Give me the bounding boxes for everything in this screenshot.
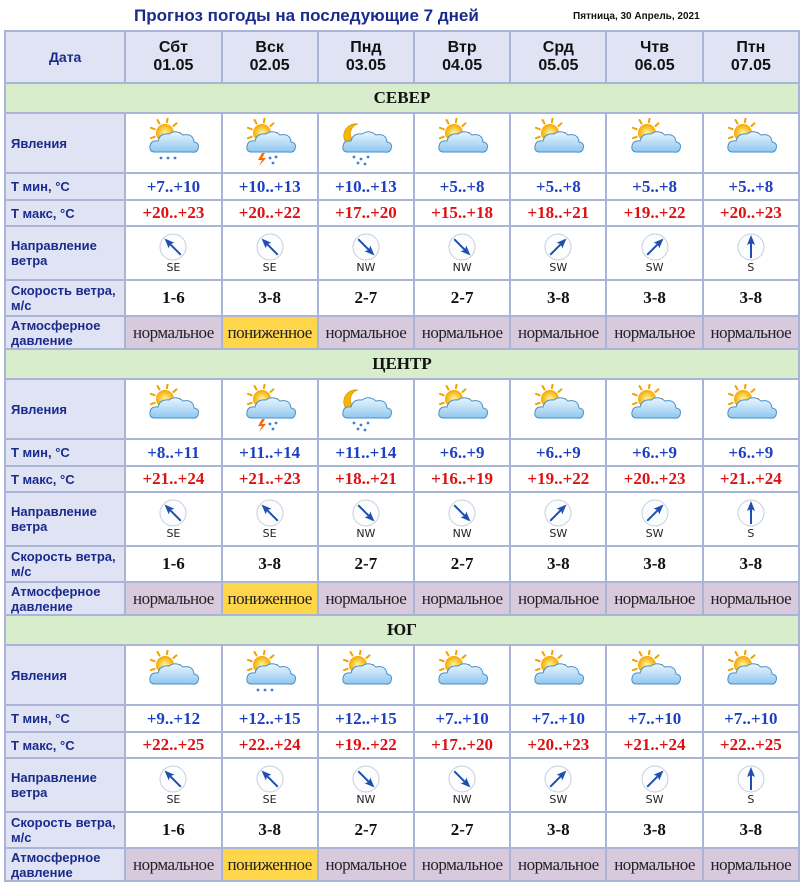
wind-speed-value: 1-6 xyxy=(126,813,220,847)
wind-direction-label: S xyxy=(747,527,755,540)
wind-speed-value: 3-8 xyxy=(704,547,798,581)
tmax-row xyxy=(6,201,798,225)
tmin-value: +6..+9 xyxy=(511,440,605,465)
wind-direction-label: SE xyxy=(262,527,277,540)
weather-cell xyxy=(704,114,798,172)
partly-cloudy-icon xyxy=(625,118,685,168)
tmax-value: +19..+22 xyxy=(511,467,605,491)
region-title: ЮГ xyxy=(6,616,798,644)
weather-cell xyxy=(223,646,317,704)
tmin-value: +8..+11 xyxy=(126,440,220,465)
pressure-value: нормальное xyxy=(319,583,413,614)
pressure-value: нормальное xyxy=(415,849,509,880)
pressure-value: пониженное xyxy=(223,583,317,614)
tmax-value: +20..+23 xyxy=(607,467,701,491)
weather-cell xyxy=(126,380,220,438)
wind-direction-row xyxy=(6,493,798,545)
day-date: 03.05 xyxy=(345,57,386,74)
partly-cloudy-icon xyxy=(336,650,396,700)
wind-direction-label: SE xyxy=(262,261,277,274)
tmin-value: +5..+8 xyxy=(511,174,605,199)
compass-icon xyxy=(351,764,381,794)
wind-direction-cell xyxy=(704,759,798,811)
current-date: Пятница, 30 Апрель, 2021 xyxy=(573,11,700,22)
wind-direction-cell xyxy=(126,759,220,811)
day-name: Сбт xyxy=(158,39,188,56)
wind-direction-label: SW xyxy=(645,527,664,540)
compass-icon xyxy=(736,498,766,528)
tmax-value: +17..+20 xyxy=(319,201,413,225)
wind-speed-value: 3-8 xyxy=(511,281,605,315)
tmin-value: +12..+15 xyxy=(319,706,413,731)
partly-cloudy-icon xyxy=(143,650,203,700)
wind-speed-value: 3-8 xyxy=(704,813,798,847)
day-date: 06.05 xyxy=(634,57,675,74)
wind-direction-label: SW xyxy=(549,261,568,274)
row-label-tmin: Т мин, °С xyxy=(6,440,124,465)
wind-speed-value: 1-6 xyxy=(126,547,220,581)
compass-icon xyxy=(640,498,670,528)
region-row xyxy=(6,616,798,644)
page-title: Прогноз погоды на последующие 7 дней xyxy=(134,6,479,25)
tmax-value: +18..+21 xyxy=(511,201,605,225)
moon-cloud-rain-icon xyxy=(336,118,396,168)
row-label-tmin: Т мин, °С xyxy=(6,706,124,731)
wind-speed-value: 2-7 xyxy=(415,813,509,847)
partly-cloudy-icon xyxy=(625,384,685,434)
pressure-value: нормальное xyxy=(415,583,509,614)
wind-direction-cell xyxy=(223,227,317,279)
day-name: Вск xyxy=(255,39,284,56)
partly-cloudy-icon xyxy=(432,118,492,168)
tmax-value: +19..+22 xyxy=(607,201,701,225)
wind-direction-label: NW xyxy=(356,261,376,274)
day-date: 05.05 xyxy=(538,57,579,74)
row-label-wind-speed: Скорость ветра, м/с xyxy=(6,813,124,847)
date-header-row xyxy=(6,32,798,82)
wind-direction-label: NW xyxy=(452,261,472,274)
wind-direction-cell xyxy=(415,493,509,545)
tmax-row xyxy=(6,467,798,491)
pressure-value: нормальное xyxy=(704,583,798,614)
tmax-value: +21..+24 xyxy=(607,733,701,757)
wind-speed-value: 3-8 xyxy=(511,813,605,847)
wind-direction-cell xyxy=(319,759,413,811)
row-label-wind-speed: Скорость ветра, м/с xyxy=(6,547,124,581)
row-label-phenomena: Явления xyxy=(6,114,124,172)
day-header xyxy=(511,32,605,82)
day-header xyxy=(415,32,509,82)
tmin-row xyxy=(6,440,798,465)
wind-direction-cell xyxy=(223,493,317,545)
wind-speed-value: 2-7 xyxy=(319,813,413,847)
day-date: 07.05 xyxy=(730,57,771,74)
partly-cloudy-light-rain-icon xyxy=(143,118,203,168)
tmin-value: +11..+14 xyxy=(319,440,413,465)
row-label-wind-direction: Направление ветра xyxy=(6,493,124,545)
wind-direction-cell xyxy=(223,759,317,811)
compass-icon xyxy=(736,232,766,262)
tmin-value: +5..+8 xyxy=(607,174,701,199)
row-label-pressure: Атмосферное давление xyxy=(6,849,124,880)
pressure-row xyxy=(6,583,798,614)
day-name: Втр xyxy=(447,39,477,56)
weather-cell xyxy=(319,380,413,438)
pressure-row xyxy=(6,317,798,348)
compass-icon xyxy=(255,498,285,528)
pressure-value: нормальное xyxy=(704,317,798,348)
forecast-table xyxy=(4,30,800,882)
day-header xyxy=(607,32,701,82)
tmin-value: +7..+10 xyxy=(415,706,509,731)
weather-cell xyxy=(319,646,413,704)
partly-cloudy-thunderstorm-icon xyxy=(240,118,300,168)
wind-direction-label: SE xyxy=(166,793,181,806)
wind-direction-cell xyxy=(511,493,605,545)
tmax-value: +20..+22 xyxy=(223,201,317,225)
compass-icon xyxy=(447,498,477,528)
phenomena-row xyxy=(6,114,798,172)
pressure-value: нормальное xyxy=(704,849,798,880)
day-date: 04.05 xyxy=(442,57,483,74)
tmin-value: +12..+15 xyxy=(223,706,317,731)
day-name: Пнд xyxy=(350,39,382,56)
wind-speed-value: 2-7 xyxy=(415,281,509,315)
wind-speed-value: 3-8 xyxy=(223,813,317,847)
weather-cell xyxy=(511,646,605,704)
partly-cloudy-icon xyxy=(528,650,588,700)
compass-icon xyxy=(158,764,188,794)
wind-speed-row xyxy=(6,813,798,847)
wind-speed-value: 2-7 xyxy=(415,547,509,581)
region-row xyxy=(6,350,798,378)
wind-direction-cell xyxy=(511,227,605,279)
tmin-value: +6..+9 xyxy=(415,440,509,465)
weather-cell xyxy=(126,646,220,704)
wind-direction-label: SW xyxy=(549,527,568,540)
day-date: 02.05 xyxy=(249,57,290,74)
compass-icon xyxy=(736,764,766,794)
compass-icon xyxy=(158,232,188,262)
tmin-row xyxy=(6,706,798,731)
compass-icon xyxy=(640,764,670,794)
partly-cloudy-light-rain-icon xyxy=(240,650,300,700)
row-label-tmax: Т макс, °С xyxy=(6,733,124,757)
wind-direction-cell xyxy=(511,759,605,811)
row-label-phenomena: Явления xyxy=(6,646,124,704)
wind-direction-cell xyxy=(415,227,509,279)
wind-speed-row xyxy=(6,281,798,315)
row-label-tmax: Т макс, °С xyxy=(6,201,124,225)
pressure-value: нормальное xyxy=(607,317,701,348)
partly-cloudy-thunderstorm-icon xyxy=(240,384,300,434)
partly-cloudy-icon xyxy=(625,650,685,700)
wind-direction-cell xyxy=(607,759,701,811)
pressure-value: пониженное xyxy=(223,849,317,880)
wind-speed-value: 2-7 xyxy=(319,281,413,315)
compass-icon xyxy=(351,498,381,528)
tmin-value: +9..+12 xyxy=(126,706,220,731)
pressure-value: нормальное xyxy=(126,849,220,880)
tmin-value: +6..+9 xyxy=(704,440,798,465)
wind-direction-cell xyxy=(607,227,701,279)
weather-cell xyxy=(704,380,798,438)
weather-cell xyxy=(607,646,701,704)
tmin-value: +7..+10 xyxy=(126,174,220,199)
tmax-value: +19..+22 xyxy=(319,733,413,757)
moon-cloud-rain-icon xyxy=(336,384,396,434)
row-label-tmax: Т макс, °С xyxy=(6,467,124,491)
tmin-row xyxy=(6,174,798,199)
wind-speed-value: 2-7 xyxy=(319,547,413,581)
page-header xyxy=(0,0,800,30)
row-label-phenomena: Явления xyxy=(6,380,124,438)
pressure-value: нормальное xyxy=(607,583,701,614)
wind-direction-label: SW xyxy=(645,261,664,274)
wind-direction-cell xyxy=(704,227,798,279)
wind-speed-row xyxy=(6,547,798,581)
wind-direction-cell xyxy=(319,493,413,545)
tmax-value: +21..+23 xyxy=(223,467,317,491)
tmax-value: +15..+18 xyxy=(415,201,509,225)
compass-icon xyxy=(543,764,573,794)
tmin-value: +7..+10 xyxy=(704,706,798,731)
wind-speed-value: 3-8 xyxy=(511,547,605,581)
tmax-value: +17..+20 xyxy=(415,733,509,757)
wind-direction-cell xyxy=(126,227,220,279)
partly-cloudy-icon xyxy=(721,384,781,434)
wind-direction-label: NW xyxy=(356,527,376,540)
wind-direction-cell xyxy=(704,493,798,545)
wind-speed-value: 3-8 xyxy=(607,813,701,847)
wind-direction-label: NW xyxy=(452,527,472,540)
pressure-row xyxy=(6,849,798,880)
wind-direction-label: SW xyxy=(549,793,568,806)
weather-cell xyxy=(511,114,605,172)
wind-direction-cell xyxy=(319,227,413,279)
compass-icon xyxy=(158,498,188,528)
day-header xyxy=(126,32,220,82)
weather-cell xyxy=(223,380,317,438)
wind-direction-cell xyxy=(126,493,220,545)
partly-cloudy-icon xyxy=(432,384,492,434)
tmin-value: +6..+9 xyxy=(607,440,701,465)
weather-cell xyxy=(415,380,509,438)
wind-direction-label: NW xyxy=(356,793,376,806)
row-label-wind-direction: Направление ветра xyxy=(6,759,124,811)
wind-direction-label: S xyxy=(747,261,755,274)
day-name: Срд xyxy=(542,39,574,56)
pressure-value: нормальное xyxy=(511,849,605,880)
compass-icon xyxy=(447,232,477,262)
compass-icon xyxy=(543,498,573,528)
pressure-value: пониженное xyxy=(223,317,317,348)
tmax-value: +21..+24 xyxy=(126,467,220,491)
compass-icon xyxy=(255,764,285,794)
day-header xyxy=(704,32,798,82)
region-row xyxy=(6,84,798,112)
pressure-value: нормальное xyxy=(319,317,413,348)
wind-direction-label: SE xyxy=(166,261,181,274)
weather-cell xyxy=(607,114,701,172)
tmin-value: +10..+13 xyxy=(223,174,317,199)
wind-direction-label: S xyxy=(747,793,755,806)
pressure-value: нормальное xyxy=(319,849,413,880)
wind-speed-value: 3-8 xyxy=(607,281,701,315)
tmax-value: +20..+23 xyxy=(511,733,605,757)
wind-direction-row xyxy=(6,759,798,811)
day-date: 01.05 xyxy=(153,57,194,74)
wind-speed-value: 3-8 xyxy=(704,281,798,315)
compass-icon xyxy=(640,232,670,262)
weather-cell xyxy=(126,114,220,172)
row-label-pressure: Атмосферное давление xyxy=(6,583,124,614)
tmin-value: +7..+10 xyxy=(511,706,605,731)
tmin-value: +10..+13 xyxy=(319,174,413,199)
row-label-wind-speed: Скорость ветра, м/с xyxy=(6,281,124,315)
day-name: Птн xyxy=(736,39,766,56)
region-title: ЦЕНТР xyxy=(6,350,798,378)
tmax-value: +16..+19 xyxy=(415,467,509,491)
tmax-value: +20..+23 xyxy=(126,201,220,225)
tmin-value: +11..+14 xyxy=(223,440,317,465)
partly-cloudy-icon xyxy=(528,384,588,434)
pressure-value: нормальное xyxy=(415,317,509,348)
weather-cell xyxy=(415,646,509,704)
tmin-value: +5..+8 xyxy=(704,174,798,199)
compass-icon xyxy=(351,232,381,262)
partly-cloudy-icon xyxy=(721,118,781,168)
tmax-value: +22..+25 xyxy=(704,733,798,757)
wind-speed-value: 3-8 xyxy=(223,281,317,315)
partly-cloudy-icon xyxy=(432,650,492,700)
pressure-value: нормальное xyxy=(126,317,220,348)
tmax-row xyxy=(6,733,798,757)
tmax-value: +18..+21 xyxy=(319,467,413,491)
day-name: Чтв xyxy=(640,39,670,56)
phenomena-row xyxy=(6,380,798,438)
row-label-wind-direction: Направление ветра xyxy=(6,227,124,279)
tmax-value: +22..+25 xyxy=(126,733,220,757)
wind-direction-cell xyxy=(607,493,701,545)
wind-speed-value: 3-8 xyxy=(607,547,701,581)
weather-cell xyxy=(319,114,413,172)
partly-cloudy-icon xyxy=(721,650,781,700)
wind-speed-value: 3-8 xyxy=(223,547,317,581)
weather-cell xyxy=(223,114,317,172)
region-title: СЕВЕР xyxy=(6,84,798,112)
tmin-value: +7..+10 xyxy=(607,706,701,731)
compass-icon xyxy=(543,232,573,262)
date-header-label: Дата xyxy=(6,32,124,82)
pressure-value: нормальное xyxy=(511,583,605,614)
wind-direction-label: SW xyxy=(645,793,664,806)
partly-cloudy-icon xyxy=(528,118,588,168)
wind-direction-label: NW xyxy=(452,793,472,806)
pressure-value: нормальное xyxy=(607,849,701,880)
row-label-pressure: Атмосферное давление xyxy=(6,317,124,348)
compass-icon xyxy=(447,764,477,794)
day-header xyxy=(319,32,413,82)
pressure-value: нормальное xyxy=(126,583,220,614)
day-header xyxy=(223,32,317,82)
wind-direction-label: SE xyxy=(166,527,181,540)
tmax-value: +20..+23 xyxy=(704,201,798,225)
wind-speed-value: 1-6 xyxy=(126,281,220,315)
weather-cell xyxy=(704,646,798,704)
tmax-value: +22..+24 xyxy=(223,733,317,757)
row-label-tmin: Т мин, °С xyxy=(6,174,124,199)
wind-direction-cell xyxy=(415,759,509,811)
wind-direction-label: SE xyxy=(262,793,277,806)
weather-cell xyxy=(511,380,605,438)
weather-cell xyxy=(415,114,509,172)
tmin-value: +5..+8 xyxy=(415,174,509,199)
tmax-value: +21..+24 xyxy=(704,467,798,491)
weather-cell xyxy=(607,380,701,438)
phenomena-row xyxy=(6,646,798,704)
compass-icon xyxy=(255,232,285,262)
partly-cloudy-icon xyxy=(143,384,203,434)
pressure-value: нормальное xyxy=(511,317,605,348)
wind-direction-row xyxy=(6,227,798,279)
